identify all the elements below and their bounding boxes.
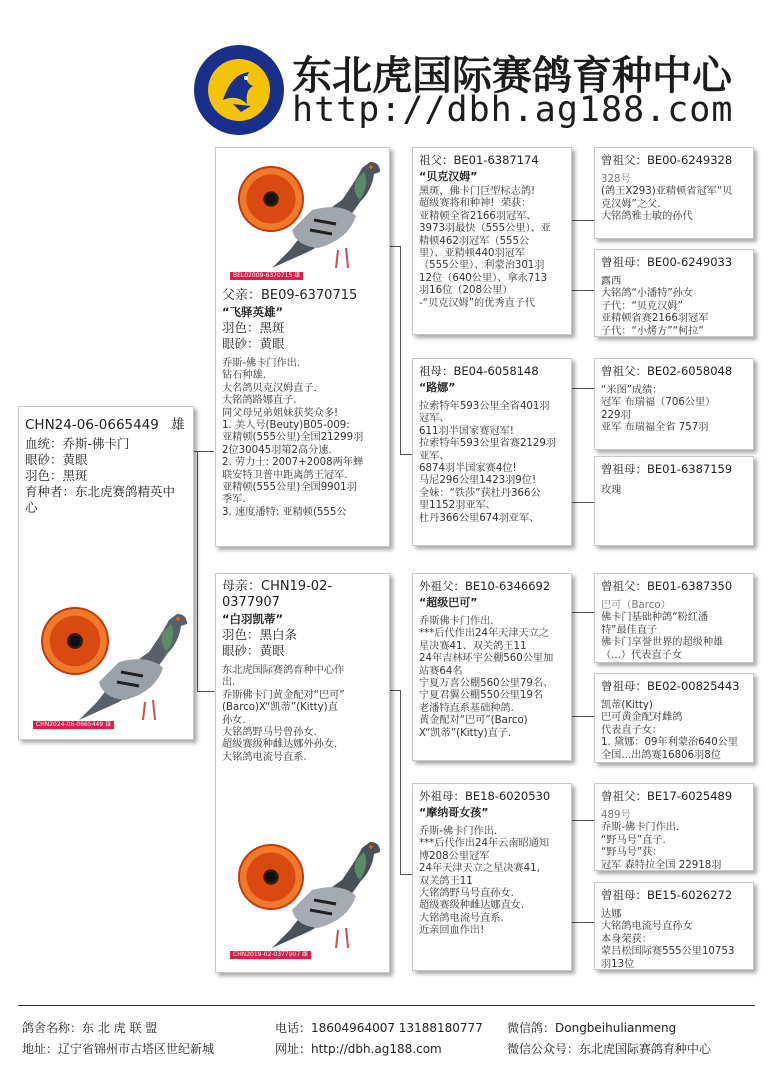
pigeon-photo-icon bbox=[256, 834, 390, 960]
subject-card bbox=[18, 406, 194, 740]
ggm-1-card bbox=[594, 249, 754, 337]
mmf-sub: 489号 bbox=[601, 810, 631, 821]
fm-nick: “路娜” bbox=[419, 381, 456, 394]
header-title: 东北虎国际赛鸽育种中心 bbox=[292, 53, 732, 99]
subject-color: 羽色：黑斑 bbox=[25, 468, 88, 483]
mf-ring: 外祖父：BE10-6346692 bbox=[419, 579, 551, 593]
mm-notes: 乔斯-佛卡门作出. ***后代作出24年云南昭通知 博208公里冠军 24年天津天立之星决赛41, 双关鸽王11 大铭鸽野马号直孙女. 超级赛级种雌达娜直女. 大铭鸽电流号直系. 近亲回血作出! bbox=[419, 826, 550, 937]
ggm-3-card bbox=[594, 673, 754, 763]
grandfather-maternal-card bbox=[412, 573, 572, 761]
father-card bbox=[215, 147, 390, 547]
footer-address: 地址：辽宁省锦州市古塔区世纪新城 bbox=[22, 1042, 215, 1056]
fff-ring: 曾祖父：BE00-6249328 bbox=[601, 153, 733, 167]
grandmother-maternal-card bbox=[412, 783, 572, 971]
mfm-sub: 凯蒂(Kitty) bbox=[601, 700, 653, 711]
mmf-ring: 曾祖父：BE17-6025489 bbox=[601, 789, 733, 803]
father-color: 羽色：黑斑 bbox=[222, 320, 285, 335]
fff-notes: (鸽王X293)亚精顿省冠军“贝 克汉姆”之父. 大铭鸽雅士敏的孙代 bbox=[601, 186, 733, 223]
mm-nick: “摩纳哥女孩” bbox=[419, 806, 489, 819]
subject-breeder: 育种者：东北虎赛鸽精英中心 bbox=[25, 484, 176, 515]
subject-bloodline: 血统：乔斯-佛卡门 bbox=[25, 436, 130, 451]
header-logo bbox=[193, 44, 285, 136]
grandfather-paternal-card bbox=[412, 147, 572, 335]
mother-photo-tag: CHN2019-02-0377907 雌 bbox=[230, 951, 311, 959]
mother-card bbox=[215, 573, 390, 973]
subject-eye: 眼砂：黄眼 bbox=[25, 452, 88, 467]
fff-sub: 328号 bbox=[601, 174, 631, 185]
ff-nick: “贝克汉姆” bbox=[419, 170, 478, 183]
fmf-notes: “米图”成绩： 冠军 布瑞福（706公里） 229羽 亚军 布瑞福全省 757羽 bbox=[601, 385, 716, 434]
ff-notes: 黑斑，佛卡门巨型标志鸽! 超级赛将和种神! 荣获： 亚精顿全省2166羽冠军、 3973羽最快（555公里）、亚 精顿462羽冠军（555公 里）、亚精顿440羽冠军 （555公里）、利蒙治301羽 12位（640公里）、拿永713 羽16位（208公里） -“贝克汉姆”的优秀直子代 bbox=[419, 186, 551, 309]
mmf-notes: 乔斯-佛卡门作出. “野马号”直子. “野马号”获： 冠军 森特拉全国 22918羽 bbox=[601, 822, 722, 871]
father-notes: 乔斯-佛卡门作出. 钻石种雄. 大名鸽贝克汉姆直子. 大铭鸽路娜直子. 同父母兄弟姐妹获奖众多! 1. 美人号(Beuty)B05-009: 亚精顿(555公里)全国21299羽 2位30045羽第2高分速. 2. 劳力士: 2007+2008两年蝉 联安特卫普中距离鸽王冠军. 亚精顿(555公里)全国9901羽 季军. 3. 速度潘特: 亚精顿(555公 bbox=[222, 358, 364, 518]
mm-ring: 外祖母：BE18-6020530 bbox=[419, 789, 551, 803]
mother-eye: 眼砂：黄眼 bbox=[222, 643, 285, 658]
ggf-4-card bbox=[594, 783, 754, 871]
ggf-3-card bbox=[594, 573, 754, 663]
subject-photo-tag: CHN2024-06-0665449 雄 bbox=[33, 721, 114, 729]
footer-account: 微信公众号：东北虎国际赛鸽育种中心 bbox=[507, 1042, 712, 1056]
mmm-ring: 曾祖母：BE15-6026272 bbox=[601, 888, 733, 902]
ggf-1-card bbox=[594, 147, 754, 239]
ggm-2-card bbox=[594, 456, 754, 546]
ffm-ring: 曾祖母：BE00-6249033 bbox=[601, 255, 733, 269]
footer-loft: 鸽舍名称：东 北 虎 联 盟 bbox=[22, 1021, 158, 1035]
father-photo-tag: BEL02009-6370715 雄 bbox=[230, 272, 303, 280]
footer-site[interactable]: 网址：http://dbh.ag188.com bbox=[275, 1042, 442, 1056]
subject-sex: 雄 bbox=[171, 417, 185, 433]
mother-color: 羽色：黑白条 bbox=[222, 627, 298, 642]
mf-notes: 乔斯佛卡门作出. ***后代作出24年天津天立之 星决赛41、双关鸽王11 24年吉林环宇公棚560公里加 站赛64名 宁夏万喜公棚560公里79名、 宁夏君翼公棚550公里19名 老潘特直系基础种鸽. 黄金配对“巴可”(Barco) X“凯蒂”(Kitty)直子. bbox=[419, 616, 554, 739]
fm-notes: 拉索特年593公里全省401羽 冠军、 611羽半国家赛冠军! 拉索特年593公里省赛2129羽 亚军、 6874羽半国家赛4位! 马尼296公里1423羽9位! 全妹：“铁莎”获杜丹366公 里1152羽亚军、 杜丹366公里674羽亚军、 bbox=[419, 401, 557, 524]
pigeon-photo-icon bbox=[59, 602, 194, 732]
mfm-notes: 巴可黄金配对雌鸽 代表直子女： 1. 黛娜：09年利蒙治640公里 全国...出鸽赛16806羽8位 bbox=[601, 712, 739, 761]
mmm-sub: 达娜 bbox=[601, 909, 622, 920]
mff-notes: 佛卡门基础种鸽“粉红潘 特”最佳直子 佛卡门享誉世界的超级种雄 （...）代表直子女 bbox=[601, 612, 724, 661]
fm-ring: 祖母：BE04-6058148 bbox=[419, 364, 539, 378]
tiger-logo-icon bbox=[193, 44, 285, 136]
grandmother-paternal-card bbox=[412, 358, 572, 546]
footer-divider bbox=[18, 1005, 755, 1006]
footer-phone: 电话：18604964007 13188180777 bbox=[275, 1021, 483, 1035]
ffm-sub: 露西 bbox=[601, 276, 622, 287]
ggm-4-card bbox=[594, 882, 754, 970]
fmm-ring: 曾祖母：BE01-6387159 bbox=[601, 462, 733, 476]
father-eye: 眼砂：黄眼 bbox=[222, 336, 285, 351]
mf-nick: “超级巴可” bbox=[419, 596, 478, 609]
mmm-notes: 大铭鸽电流号直孙女 本身荣获： 蒙吕松国际赛555公里10753 羽13位 bbox=[601, 921, 735, 970]
mother-notes: 东北虎国际赛鸽育种中心作 出. 乔斯佛卡门黄金配对“巴可” (Barco)X“凯蒂”(Kitty)直 孙女. 大铭鸽野马号曾孙女. 超级赛级种雌达娜外孙女. 大铭鸽电流号直系. bbox=[222, 665, 345, 763]
pigeon-photo-icon bbox=[256, 154, 390, 280]
fmf-ring: 曾祖父：BE02-6058048 bbox=[601, 364, 733, 378]
father-nick: “飞驿英雄” bbox=[222, 305, 284, 319]
mother-nick: “白羽凯蒂” bbox=[222, 612, 284, 626]
ffm-notes: 大铭鸽“小潘特”孙女 子代：“贝克汉姆” 亚精顿省赛2166羽冠军 子代：“小烤方”“柯拉” bbox=[601, 288, 709, 337]
mff-ring: 曾祖父：BE01-6387350 bbox=[601, 579, 733, 593]
fmm-notes: 玫瑰 bbox=[601, 485, 622, 496]
mfm-ring: 曾祖母：BE02-00825443 bbox=[601, 679, 740, 693]
mother-ring: 母亲：CHN19-02-0377907 bbox=[222, 579, 333, 610]
father-ring: 父亲：BE09-6370715 bbox=[222, 288, 358, 303]
footer-wechat: 微信鸽：Dongbeihulianmeng bbox=[507, 1021, 677, 1035]
mff-sub: 巴可（Barco） bbox=[601, 600, 671, 611]
subject-ring: CHN24-06-0665449 bbox=[25, 417, 159, 433]
ff-ring: 祖父：BE01-6387174 bbox=[419, 153, 539, 167]
header-url[interactable]: http://dbh.ag188.com bbox=[292, 90, 734, 130]
ggf-2-card bbox=[594, 358, 754, 450]
